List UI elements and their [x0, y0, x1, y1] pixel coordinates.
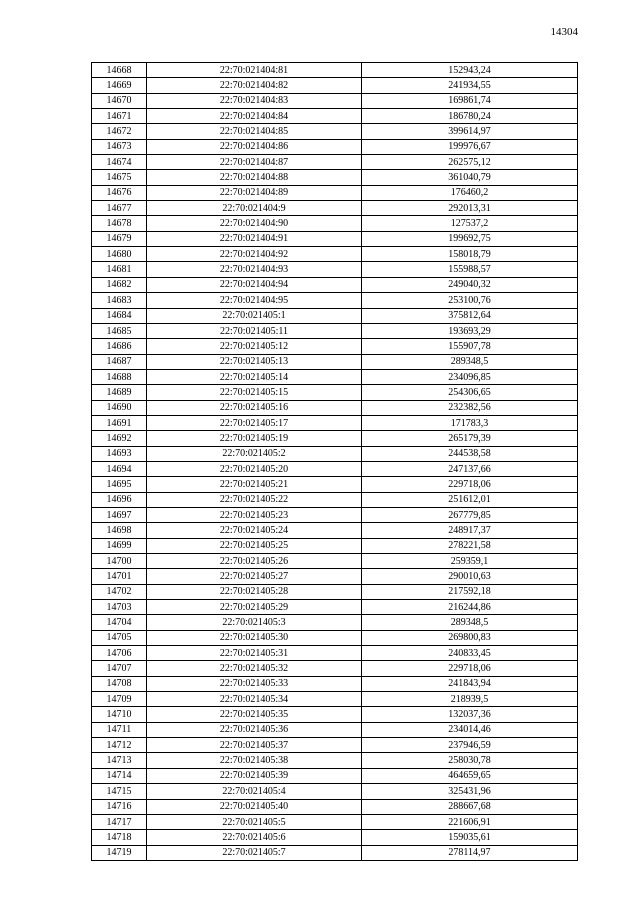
value-cell: 221606,91	[362, 814, 578, 829]
value-cell: 269800,83	[362, 630, 578, 645]
value-cell: 216244,86	[362, 600, 578, 615]
cadastral-number-cell: 22:70:021405:1	[147, 308, 362, 323]
cadastral-number-cell: 22:70:021404:86	[147, 139, 362, 154]
cadastral-number-cell: 22:70:021405:16	[147, 400, 362, 415]
value-cell: 244538,58	[362, 446, 578, 461]
row-number-cell: 14668	[92, 63, 147, 78]
row-number-cell: 14670	[92, 93, 147, 108]
table-row	[92, 201, 578, 216]
table-row	[92, 707, 578, 722]
value-cell: 171783,3	[362, 415, 578, 430]
cadastral-number-cell: 22:70:021405:38	[147, 753, 362, 768]
value-cell: 155988,57	[362, 262, 578, 277]
row-number-cell: 14679	[92, 231, 147, 246]
value-cell: 229718,06	[362, 477, 578, 492]
row-number-cell: 14715	[92, 784, 147, 799]
table-row	[92, 630, 578, 645]
table-row	[92, 155, 578, 170]
cadastral-number-cell: 22:70:021405:15	[147, 385, 362, 400]
row-number-cell: 14675	[92, 170, 147, 185]
row-number-cell: 14699	[92, 538, 147, 553]
table-row	[92, 600, 578, 615]
table-row	[92, 661, 578, 676]
table-row	[92, 247, 578, 262]
table-row	[92, 400, 578, 415]
row-number-cell: 14707	[92, 661, 147, 676]
cadastral-number-cell: 22:70:021404:87	[147, 155, 362, 170]
table-row	[92, 124, 578, 139]
cadastral-number-cell: 22:70:021405:25	[147, 538, 362, 553]
value-cell: 247137,66	[362, 461, 578, 476]
value-cell: 267779,85	[362, 507, 578, 522]
value-cell: 127537,2	[362, 216, 578, 231]
cadastral-number-cell: 22:70:021405:22	[147, 492, 362, 507]
table-row	[92, 554, 578, 569]
row-number-cell: 14672	[92, 124, 147, 139]
table-row	[92, 768, 578, 783]
table-row	[92, 584, 578, 599]
row-number-cell: 14708	[92, 676, 147, 691]
value-cell: 218939,5	[362, 692, 578, 707]
cadastral-number-cell: 22:70:021405:33	[147, 676, 362, 691]
row-number-cell: 14691	[92, 415, 147, 430]
table-row	[92, 523, 578, 538]
table-row	[92, 722, 578, 737]
row-number-cell: 14716	[92, 799, 147, 814]
table-row	[92, 646, 578, 661]
table-row	[92, 477, 578, 492]
value-cell: 290010,63	[362, 569, 578, 584]
cadastral-number-cell: 22:70:021405:35	[147, 707, 362, 722]
value-cell: 289348,5	[362, 615, 578, 630]
row-number-cell: 14704	[92, 615, 147, 630]
value-cell: 251612,01	[362, 492, 578, 507]
table-row	[92, 78, 578, 93]
row-number-cell: 14711	[92, 722, 147, 737]
value-cell: 152943,24	[362, 63, 578, 78]
value-cell: 155907,78	[362, 339, 578, 354]
row-number-cell: 14685	[92, 323, 147, 338]
row-number-cell: 14719	[92, 845, 147, 860]
value-cell: 199976,67	[362, 139, 578, 154]
value-cell: 241843,94	[362, 676, 578, 691]
value-cell: 234096,85	[362, 369, 578, 384]
table-row	[92, 569, 578, 584]
cadastral-number-cell: 22:70:021404:9	[147, 201, 362, 216]
cadastral-number-cell: 22:70:021405:24	[147, 523, 362, 538]
table-row	[92, 109, 578, 124]
value-cell: 265179,39	[362, 431, 578, 446]
row-number-cell: 14717	[92, 814, 147, 829]
row-number-cell: 14712	[92, 738, 147, 753]
table-row	[92, 231, 578, 246]
cadastral-number-cell: 22:70:021405:40	[147, 799, 362, 814]
cadastral-number-cell: 22:70:021405:37	[147, 738, 362, 753]
value-cell: 289348,5	[362, 354, 578, 369]
table-row	[92, 615, 578, 630]
cadastral-number-cell: 22:70:021404:83	[147, 93, 362, 108]
cadastral-number-cell: 22:70:021405:4	[147, 784, 362, 799]
cadastral-number-cell: 22:70:021404:93	[147, 262, 362, 277]
table-row	[92, 538, 578, 553]
row-number-cell: 14709	[92, 692, 147, 707]
row-number-cell: 14698	[92, 523, 147, 538]
table-row	[92, 323, 578, 338]
cadastral-number-cell: 22:70:021405:20	[147, 461, 362, 476]
cadastral-number-cell: 22:70:021405:17	[147, 415, 362, 430]
value-cell: 237946,59	[362, 738, 578, 753]
table-row	[92, 415, 578, 430]
table-row	[92, 830, 578, 845]
cadastral-number-cell: 22:70:021404:88	[147, 170, 362, 185]
cadastral-number-cell: 22:70:021404:89	[147, 185, 362, 200]
value-cell: 292013,31	[362, 201, 578, 216]
value-cell: 259359,1	[362, 554, 578, 569]
table-row	[92, 139, 578, 154]
value-cell: 169861,74	[362, 93, 578, 108]
cadastral-number-cell: 22:70:021404:90	[147, 216, 362, 231]
table-row	[92, 738, 578, 753]
row-number-cell: 14701	[92, 569, 147, 584]
table-row	[92, 799, 578, 814]
row-number-cell: 14693	[92, 446, 147, 461]
row-number-cell: 14714	[92, 768, 147, 783]
row-number-cell: 14681	[92, 262, 147, 277]
row-number-cell: 14676	[92, 185, 147, 200]
cadastral-number-cell: 22:70:021405:11	[147, 323, 362, 338]
value-cell: 248917,37	[362, 523, 578, 538]
table-row	[92, 461, 578, 476]
value-cell: 241934,55	[362, 78, 578, 93]
value-cell: 159035,61	[362, 830, 578, 845]
table-row	[92, 170, 578, 185]
row-number-cell: 14702	[92, 584, 147, 599]
row-number-cell: 14710	[92, 707, 147, 722]
table-row	[92, 216, 578, 231]
row-number-cell: 14696	[92, 492, 147, 507]
cadastral-number-cell: 22:70:021405:23	[147, 507, 362, 522]
cadastral-number-cell: 22:70:021405:6	[147, 830, 362, 845]
table-row	[92, 385, 578, 400]
value-cell: 193693,29	[362, 323, 578, 338]
row-number-cell: 14706	[92, 646, 147, 661]
row-number-cell: 14682	[92, 277, 147, 292]
row-number-cell: 14684	[92, 308, 147, 323]
value-cell: 232382,56	[362, 400, 578, 415]
value-cell: 158018,79	[362, 247, 578, 262]
row-number-cell: 14718	[92, 830, 147, 845]
cadastral-number-cell: 22:70:021405:28	[147, 584, 362, 599]
row-number-cell: 14703	[92, 600, 147, 615]
row-number-cell: 14695	[92, 477, 147, 492]
table-row	[92, 369, 578, 384]
cadastral-number-cell: 22:70:021405:3	[147, 615, 362, 630]
value-cell: 132037,36	[362, 707, 578, 722]
value-cell: 464659,65	[362, 768, 578, 783]
value-cell: 199692,75	[362, 231, 578, 246]
cadastral-number-cell: 22:70:021404:95	[147, 293, 362, 308]
table-row	[92, 185, 578, 200]
cadastral-number-cell: 22:70:021405:32	[147, 661, 362, 676]
table-row	[92, 784, 578, 799]
cadastral-number-cell: 22:70:021405:7	[147, 845, 362, 860]
cadastral-number-cell: 22:70:021404:84	[147, 109, 362, 124]
row-number-cell: 14673	[92, 139, 147, 154]
value-cell: 217592,18	[362, 584, 578, 599]
cadastral-number-cell: 22:70:021404:85	[147, 124, 362, 139]
cadastral-number-cell: 22:70:021404:92	[147, 247, 362, 262]
table-row	[92, 308, 578, 323]
cadastral-number-cell: 22:70:021405:36	[147, 722, 362, 737]
table-row	[92, 93, 578, 108]
cadastral-number-cell: 22:70:021405:14	[147, 369, 362, 384]
table-row	[92, 277, 578, 292]
table-row	[92, 354, 578, 369]
value-cell: 262575,12	[362, 155, 578, 170]
value-cell: 229718,06	[362, 661, 578, 676]
row-number-cell: 14680	[92, 247, 147, 262]
table-row	[92, 814, 578, 829]
cadastral-number-cell: 22:70:021404:81	[147, 63, 362, 78]
table-row	[92, 446, 578, 461]
value-cell: 186780,24	[362, 109, 578, 124]
row-number-cell: 14683	[92, 293, 147, 308]
cadastral-number-cell: 22:70:021405:29	[147, 600, 362, 615]
table-row	[92, 845, 578, 860]
table-row	[92, 507, 578, 522]
row-number-cell: 14689	[92, 385, 147, 400]
table-row	[92, 692, 578, 707]
cadastral-number-cell: 22:70:021404:82	[147, 78, 362, 93]
row-number-cell: 14690	[92, 400, 147, 415]
table-row	[92, 753, 578, 768]
value-cell: 234014,46	[362, 722, 578, 737]
value-cell: 240833,45	[362, 646, 578, 661]
row-number-cell: 14677	[92, 201, 147, 216]
cadastral-number-cell: 22:70:021405:12	[147, 339, 362, 354]
value-cell: 375812,64	[362, 308, 578, 323]
table-row	[92, 492, 578, 507]
table-row	[92, 431, 578, 446]
cadastral-number-cell: 22:70:021404:94	[147, 277, 362, 292]
cadastral-value-table	[91, 62, 578, 861]
row-number-cell: 14694	[92, 461, 147, 476]
page-number: 14304	[550, 26, 578, 38]
row-number-cell: 14688	[92, 369, 147, 384]
value-cell: 399614,97	[362, 124, 578, 139]
row-number-cell: 14678	[92, 216, 147, 231]
value-cell: 361040,79	[362, 170, 578, 185]
cadastral-number-cell: 22:70:021405:2	[147, 446, 362, 461]
value-cell: 278114,97	[362, 845, 578, 860]
table-body	[92, 63, 578, 861]
cadastral-number-cell: 22:70:021405:39	[147, 768, 362, 783]
cadastral-number-cell: 22:70:021404:91	[147, 231, 362, 246]
row-number-cell: 14700	[92, 554, 147, 569]
value-cell: 258030,78	[362, 753, 578, 768]
value-cell: 288667,68	[362, 799, 578, 814]
value-cell: 254306,65	[362, 385, 578, 400]
cadastral-number-cell: 22:70:021405:5	[147, 814, 362, 829]
cadastral-number-cell: 22:70:021405:13	[147, 354, 362, 369]
cadastral-number-cell: 22:70:021405:30	[147, 630, 362, 645]
value-cell: 249040,32	[362, 277, 578, 292]
row-number-cell: 14674	[92, 155, 147, 170]
row-number-cell: 14697	[92, 507, 147, 522]
cadastral-number-cell: 22:70:021405:31	[147, 646, 362, 661]
row-number-cell: 14687	[92, 354, 147, 369]
value-cell: 176460,2	[362, 185, 578, 200]
row-number-cell: 14686	[92, 339, 147, 354]
cadastral-number-cell: 22:70:021405:19	[147, 431, 362, 446]
cadastral-number-cell: 22:70:021405:21	[147, 477, 362, 492]
row-number-cell: 14705	[92, 630, 147, 645]
row-number-cell: 14692	[92, 431, 147, 446]
row-number-cell: 14713	[92, 753, 147, 768]
value-cell: 253100,76	[362, 293, 578, 308]
table-row	[92, 293, 578, 308]
table-row	[92, 262, 578, 277]
value-cell: 325431,96	[362, 784, 578, 799]
row-number-cell: 14671	[92, 109, 147, 124]
cadastral-number-cell: 22:70:021405:27	[147, 569, 362, 584]
table-row	[92, 676, 578, 691]
table-row	[92, 63, 578, 78]
cadastral-number-cell: 22:70:021405:26	[147, 554, 362, 569]
cadastral-number-cell: 22:70:021405:34	[147, 692, 362, 707]
table-row	[92, 339, 578, 354]
row-number-cell: 14669	[92, 78, 147, 93]
value-cell: 278221,58	[362, 538, 578, 553]
